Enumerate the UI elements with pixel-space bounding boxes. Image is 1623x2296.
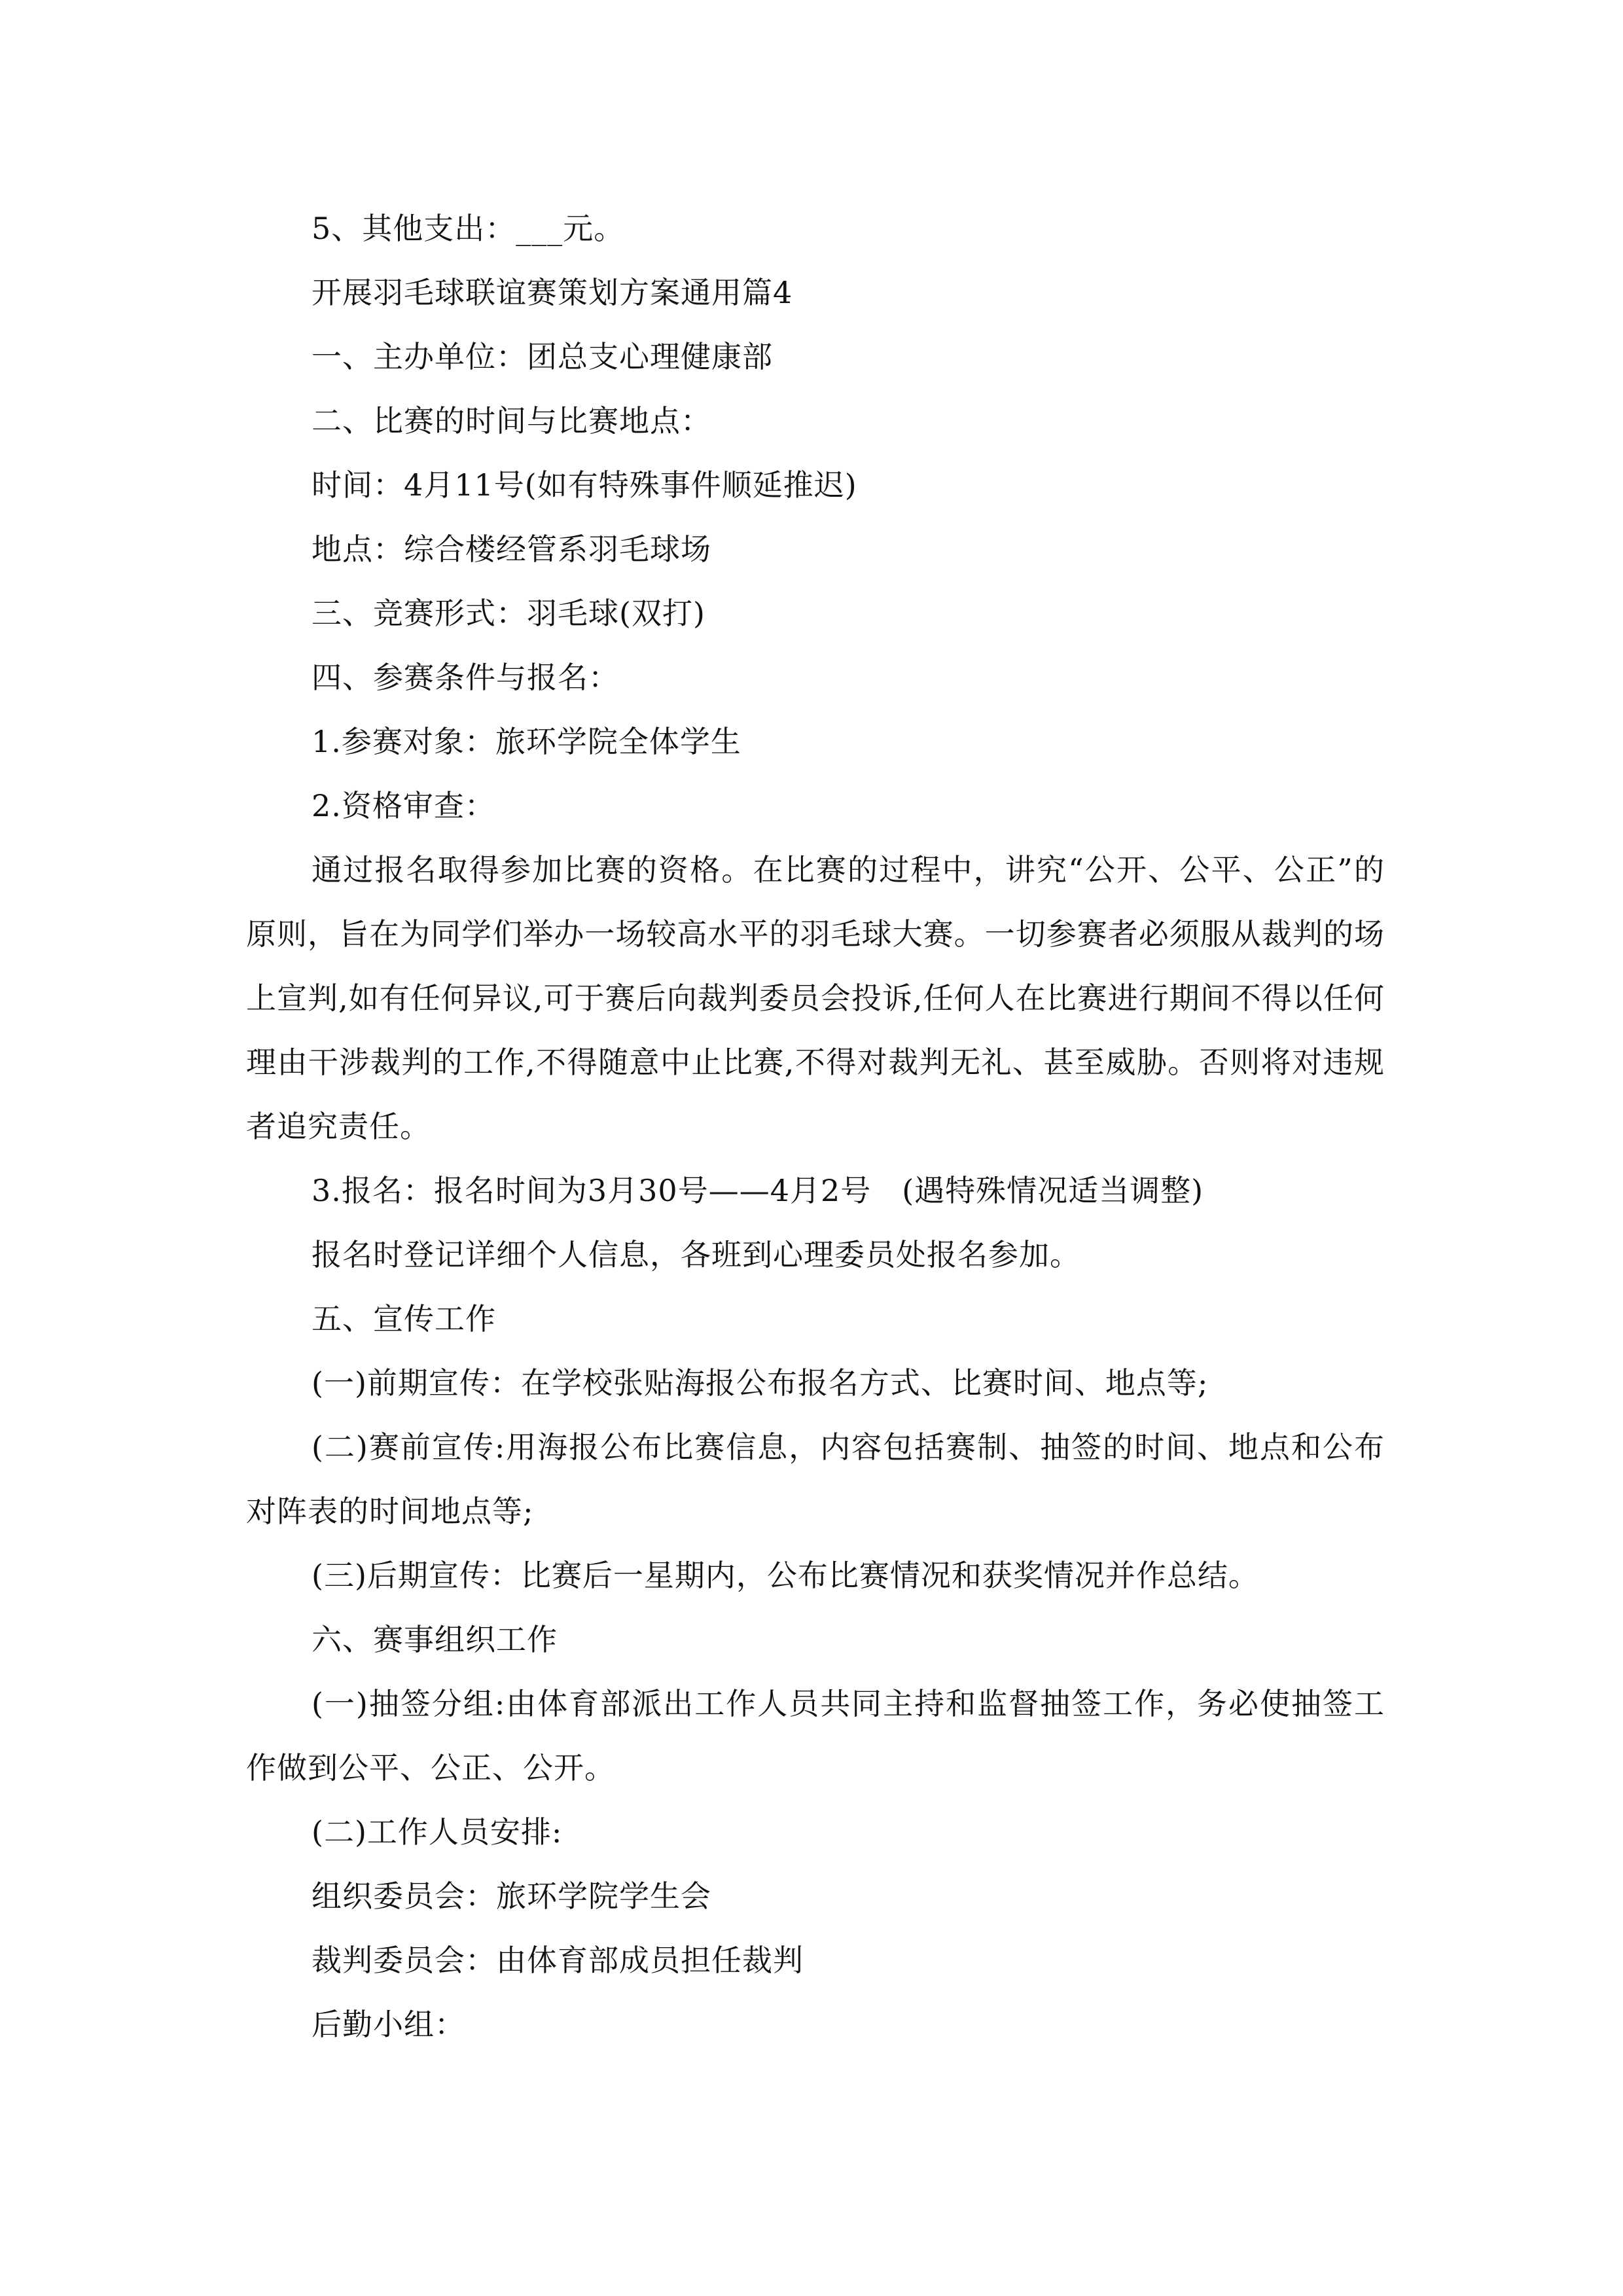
line-participants: 1.参赛对象：旅环学院全体学生 <box>312 724 741 759</box>
line-registration: 3.报名：报名时间为3月30号——4月2号 (遇特殊情况适当调整) <box>312 1173 1204 1208</box>
section-title: 开展羽毛球联谊赛策划方案通用篇4 <box>312 275 793 310</box>
line-early-publicity: (一)前期宣传：在学校张贴海报公布报名方式、比赛时间、地点等; <box>312 1365 1209 1401</box>
line-time: 时间：4月11号(如有特殊事件顺延推迟) <box>312 467 857 503</box>
line-qualification: 2.资格审查： <box>312 788 495 823</box>
line-staff-arrangement: (二)工作人员安排: <box>312 1814 563 1850</box>
paragraph-draw-grouping: (一)抽签分组:由体育部派出工作人员共同主持和监督抽签工作，务必使抽签工作做到公平、公正、公开。 <box>246 1686 1385 1785</box>
paragraph-rules: 通过报名取得参加比赛的资格。在比赛的过程中，讲究“公开、公平、公正”的原则，旨在为同学们举办一场较高水平的羽毛球大赛。一切参赛者必须服从裁判的场上宣判,如有任何异议,可于赛后向裁判委员会投诉,任何人在比赛进行期间不得以任何理由干涉裁判的工作,不得随意中止比赛,不得对裁判无礼、甚至威胁。否则将对违规者追究责任。 <box>246 852 1385 1144</box>
line-place: 地点：综合楼经管系羽毛球场 <box>312 531 711 567</box>
line-conditions-heading: 四、参赛条件与报名： <box>312 660 619 695</box>
paragraph-pre-match-publicity: (二)赛前宣传:用海报公布比赛信息，内容包括赛制、抽签的时间、地点和公布对阵表的时间地点等; <box>246 1429 1385 1529</box>
line-organizing-committee: 组织委员会：旅环学院学生会 <box>312 1878 711 1914</box>
line-other-expenses: 5、其他支出：___元。 <box>312 211 625 246</box>
line-referee-committee: 裁判委员会：由体育部成员担任裁判 <box>312 1943 804 1978</box>
line-later-publicity: (三)后期宣传：比赛后一星期内，公布比赛情况和获奖情况并作总结。 <box>312 1558 1259 1593</box>
line-format: 三、竞赛形式：羽毛球(双打) <box>312 596 705 631</box>
line-registration-info: 报名时登记详细个人信息，各班到心理委员处报名参加。 <box>312 1237 1080 1272</box>
line-publicity-heading: 五、宣传工作 <box>312 1301 496 1336</box>
document-body <box>246 196 1385 2056</box>
line-organization-heading: 六、赛事组织工作 <box>312 1622 558 1657</box>
line-time-place-heading: 二、比赛的时间与比赛地点： <box>312 403 711 439</box>
line-organizer: 一、主办单位：团总支心理健康部 <box>312 339 773 374</box>
line-logistics: 后勤小组： <box>312 2007 465 2042</box>
